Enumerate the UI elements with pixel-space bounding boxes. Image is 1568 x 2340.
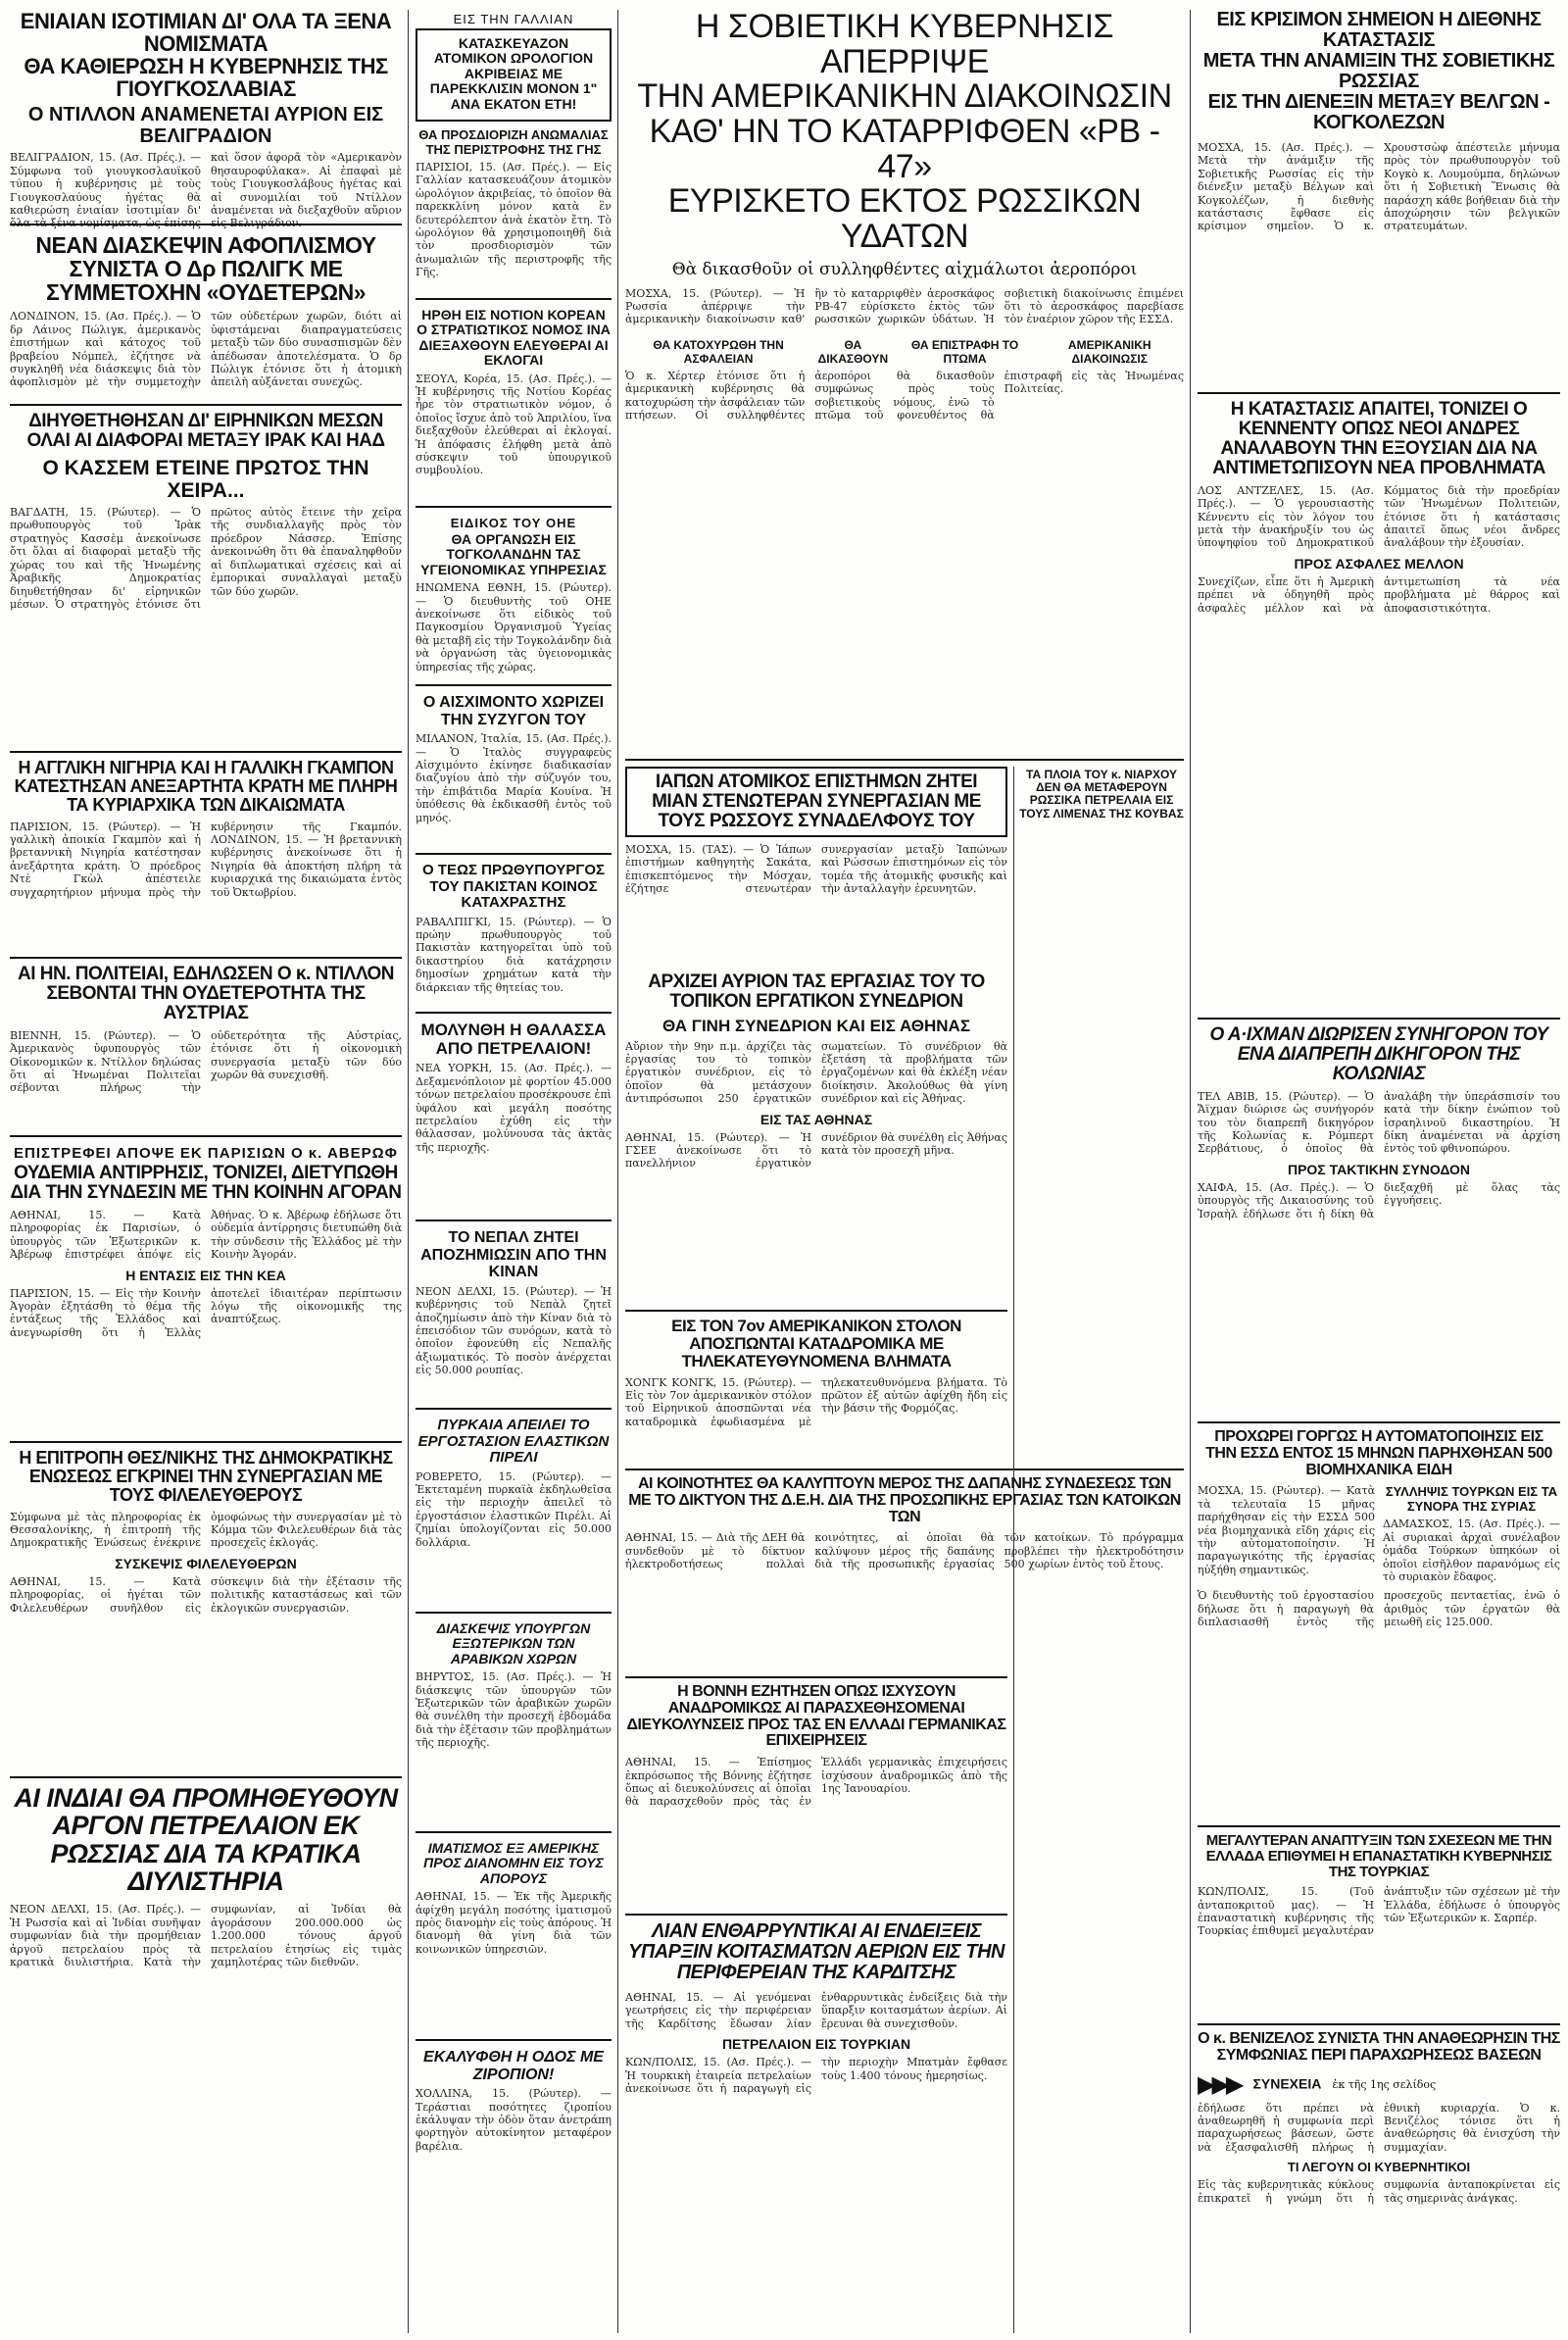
continued-arrows-icon: ▶▶▶ (1198, 2069, 1241, 2098)
section-subheading: ΘΑ ΚΑΤΟΧΥΡΩΘΗ ΤΗΝ ΑΣΦΑΛΕΙΑΝ (653, 337, 784, 366)
section-subheading: ΘΑ ΕΠΙΣΤΡΑΦΗ ΤΟ ΠΤΩΜΑ (910, 337, 1019, 366)
column-divider (408, 10, 409, 2333)
headline: Η ΑΓΓΛΙΚΗ ΝΙΓΗΡΙΑ ΚΑΙ Η ΓΑΛΛΙΚΗ ΓΚΑΜΠΟΝ ΚΑΤΕΣΤΗΣΑΝ ΑΝΕΞΑΡΤΗΤΑ ΚΡΑΤΗ ΜΕ ΠΛΗΡΗ ΤΑ ΚΥΡΙΑΡΧΙΚΑ ΤΩΝ ΔΙΚΑΙΩΜΑΤΑ (14, 758, 398, 815)
headline: ΑΙ ΚΟΙΝΟΤΗΤΕΣ ΘΑ ΚΑΛΥΠΤΟΥΝ ΜΕΡΟΣ ΤΗΣ ΔΑΠΑΝΗΣ ΣΥΝΔΕΣΕΩΣ ΤΩΝ ΜΕ ΤΟ ΔΙΚΤΥΟΝ ΤΗΣ Δ.Ε.Η. ΔΙΑ ΤΗΣ ΠΡΟΣΩΠΙΚΗΣ ΕΡΓΑΣΙΑΣ ΤΩΝ ΚΑΤΟΙΚΩΝ ΤΩΝ (628, 1475, 1181, 1525)
headline-box (416, 28, 612, 122)
divider (1198, 1018, 1560, 1020)
article-body: ΚΩΝ/ΠΟΛΙΣ, 15. (Τοῦ ἀνταποκριτοῦ μας). — Ἡ ἐπαναστατικὴ κυβέρνησις τῆς Τουρκίας ἐπιθυμεῖ μεγαλυτέραν ἀνάπτυξιν τῶν σχέσεων μὲ τὴν Ἑλλάδα, ἐδήλωσε ὁ ὑπουργὸς τῶν Ἐξωτερικῶν κ. Σαρπέρ. (1198, 1885, 1560, 1938)
subheadline: ΘΑ ΓΙΝΗ ΣΥΝΕΔΡΙΟΝ ΚΑΙ ΕΙΣ ΑΘΗΝΑΣ (662, 1016, 971, 1035)
article-iraq-disputes (10, 412, 402, 747)
article-turkey-greece (1198, 1833, 1560, 2019)
headline: ΕΥΡΙΣΚΕΤΟ ΕΚΤΟΣ ΡΩΣΣΙΚΩΝ ΥΔΑΤΩΝ (667, 182, 1142, 256)
subheadline: Ο ΚΑΣΣΕΜ ΕΤΕΙΝΕ ΠΡΩΤΟΣ ΤΗΝ ΧΕΙΡΑ... (42, 456, 369, 502)
article-body: ΒΑΓΔΑΤΗ, 15. (Ρώυτερ). — Ὁ πρωθυπουργὸς τοῦ Ἰρὰκ στρατηγὸς Κασσὲμ ἀνεκοίνωσε ὅτι ὅλαι αἱ διαφοραὶ μεταξὺ τῆς χώρας του καὶ τῆς Ἡνωμένης Ἀραβικῆς Δημοκρατίας διηυθετήθησαν δι' εἰρηνικῶν μέσων. Ὁ στρατηγὸς ἐτόνισε ὅτι πρῶτος αὐτὸς ἔτεινε τὴν χεῖρα τῆς συνδιαλλαγῆς πρὸς τὸν πρόεδρον Νάσσερ. Ἐπίσης ἀνεκοινώθη ὅτι θὰ ἐπαναληφθοῦν αἱ διπλωματικαὶ σχέσεις καὶ αἱ ἐμπορικαὶ συναλλαγαὶ μεταξὺ τῶν δύο χωρῶν. (10, 506, 402, 611)
subheadline: ΘΑ ΠΡΟΣΔΙΟΡΙΖΗ ΑΝΩΜΑΛΙΑΣ ΤΗΣ ΠΕΡΙΣΤΡΟΦΗΣ ΤΗΣ ΓΗΣ (418, 126, 609, 157)
headline: ΘΑ ΟΡΓΑΝΩΣΗ ΕΙΣ ΤΟΓΚΟΛΑΝΔΗΝ ΤΑΣ ΥΓΕΙΟΝΟΜΙΚΑΣ ΥΠΗΡΕΣΙΑΣ (420, 531, 607, 577)
divider (625, 1676, 1007, 1678)
article-body: ΜΟΣΧΑ, 15. (Ρώυτερ). — Ἡ Ρωσσία ἀπέρριψε τὴν ἀμερικανικὴν διακοίνωσιν καθ' ἣν τὸ καταρριφθὲν ἀεροσκάφος ΡΒ-47 εὑρίσκετο ἐκτὸς τῶν ρωσσικῶν χωρικῶν ὑδάτων. Ἡ σοβιετικὴ διακοίνωσις ἐπιμένει ὅτι τὸ ἀεροσκάφος παρεβίασε τὸν ἐναέριον χῶρον τῆς ΕΣΣΔ. (625, 286, 1184, 326)
article-body: Εἰς τὰς κυβερνητικὰς κύκλους ἐπικρατεῖ ἡ γνώμη ὅτι ἡ συμφωνία ἀνταποκρίνεται εἰς τὰς σημερινὰς ἀνάγκας. (1198, 2178, 1560, 2205)
article-body: ΑΘΗΝΑΙ, 15. — Ἐπίσημος ἐκπρόσωπος τῆς Βόννης ἐζήτησε ὅπως αἱ διευκολύνσεις αἱ ὁποῖαι θὰ παρασχεθοῦν πρὸς τὰς ἐν Ἑλλάδι γερμανικὰς ἐπιχειρήσεις ἰσχύσουν ἀναδρομικῶς ἀπὸ τῆς 1ης Ἰανουαρίου. (625, 1756, 1007, 1809)
article-pakistan-pm (416, 861, 612, 1008)
article-body: ΡΑΒΑΛΠΙΓΚΙ, 15. (Ρώυτερ). — Ὁ πρώην πρωθυπουργὸς τοῦ Πακιστὰν κατηγορεῖται ὑπὸ τοῦ δικαστηρίου διὰ κατάχρησιν δημοσίων χρημάτων κατὰ τὴν διάρκειαν τῆς θητείας του. (416, 915, 612, 994)
continued-from: ἐκ τῆς 1ης σελίδος (1332, 2078, 1437, 2092)
section-subheading: ΣΥΛΛΗΨΙΣ ΤΟΥΡΚΩΝ ΕΙΣ ΤΑ ΣΥΝΟΡΑ ΤΗΣ ΣΥΡΙΑΣ (1385, 1484, 1558, 1515)
article-nepal-china (416, 1227, 612, 1404)
headline: Ο κ. ΒΕΝΙΖΕΛΟΣ ΣΥΝΙΣΤΑ ΤΗΝ ΑΝΑΘΕΩΡΗΣΙΝ ΤΗΣ ΣΥΜΦΩΝΙΑΣ ΠΕΡΙ ΠΑΡΑΧΩΡΗΣΕΩΣ ΒΑΣΕΩΝ (1198, 2030, 1560, 2064)
divider (1198, 1421, 1560, 1423)
divider (416, 298, 612, 300)
article-pirelli-fire (416, 1416, 612, 1608)
divider (625, 1469, 1184, 1470)
article-body: ΗΝΩΜΕΝΑ ΕΘΝΗ, 15. (Ρώυτερ). — Ὁ διευθυντὴς τοῦ ΟΗΕ ἀνεκοίνωσε ὅτι εἰδικὸς τοῦ Παγκοσμίου Ὀργανισμοῦ Ὑγείας θὰ μεταβῆ εἰς τὴν Τογκολάνδην διὰ νὰ ὀργανώση τὰς ὑγειονομικὰς ὑπηρεσίας τῆς χώρας. (416, 581, 612, 673)
divider (1198, 392, 1560, 394)
headline: Η ΒΟΝΝΗ ΕΖΗΤΗΣΕΝ ΟΠΩΣ ΙΣΧΥΣΟΥΝ ΑΝΑΔΡΟΜΙΚΩΣ ΑΙ ΠΑΡΑΣΧΕΘΗΣΟΜΕΝΑΙ ΔΙΕΥΚΟΛΥΝΣΕΙΣ ΠΡΟΣ ΤΑΣ ΕΝ ΕΛΛΑΔΙ ΓΕΡΜΑΝΙΚΑΣ ΕΠΙΧΕΙΡΗΣΕΙΣ (626, 1683, 1006, 1750)
divider (1198, 2023, 1560, 2025)
article-body: ΜΙΛΑΝΟΝ, Ἰταλία, 15. (Ασ. Πρές.). — Ὁ Ἰταλὸς συγγραφεὺς Αἰσχιμόντο ἐκίνησε διαδικασίαν διαζυγίου ἀπὸ τὴν σύζυγόν του, τὴν ἐπιβάτιδα Μαρία Κουίνα. Ἡ ὑπόθεσις θὰ ἐκδικασθῆ ἐντὸς τοῦ μηνός. (416, 732, 612, 824)
article-body: ἐδήλωσε ὅτι πρέπει νὰ ἀναθεωρηθῆ ἡ συμφωνία περὶ παραχωρήσεως βάσεων, ὥστε νὰ ἐξασφαλισθῆ πλήρως ἡ ἐθνικὴ κυριαρχία. Ὁ κ. Βενιζέλος τόνισε ὅτι ἡ ἀναθεώρησις θὰ ἐνισχύση τὴν συμμαχίαν. (1198, 2101, 1560, 2154)
section-subheading: ΠΕΤΡΕΛΑΙΟΝ ΕΙΣ ΤΟΥΡΚΙΑΝ (721, 2036, 911, 2053)
divider (10, 1776, 402, 1778)
section-subheading: ΕΙΣ ΤΑΣ ΑΘΗΝΑΣ (760, 1111, 873, 1127)
article-syrup-road (416, 2047, 612, 2331)
headline: ΔΙΗΥΘΕΤΗΘΗΣΑΝ ΔΙ' ΕΙΡΗΝΙΚΩΝ ΜΕΣΩΝ ΟΛΑΙ ΑΙ ΔΙΑΦΟΡΑΙ ΜΕΤΑΞΥ ΙΡΑΚ ΚΑΙ ΗΑΔ (26, 411, 385, 451)
article-japanese-scientist (625, 767, 1007, 963)
article-kennedy (1198, 400, 1560, 1013)
article-venizelos-bases (1198, 2031, 1560, 2333)
article-body: Ὁ κ. Χέρτερ ἐτόνισε ὅτι ἡ ἀμερικανικὴ κυβέρνησις θὰ κατοχυρώση τὴν ἀσφάλειαν τῶν πτήσεων. Οἱ συλληφθέντες ἀεροπόροι θὰ δικασθοῦν συμφώνως πρὸς τοὺς σοβιετικοὺς νόμους, ἐνῶ τὸ πτῶμα τοῦ φονευθέντος θὰ ἐπιστραφῆ εἰς τὰς Ἡνωμένας Πολιτείας. (625, 369, 1184, 422)
kicker: ΕΠΙΣΤΡΕΦΕΙ ΑΠΟΨΕ ΕΚ ΠΑΡΙΣΙΩΝ Ο κ. ΑΒΕΡΩΦ (14, 1145, 398, 1162)
article-body: ΜΟΣΧΑ, 15. (Ασ. Πρές.). — Μετὰ τὴν ἀνάμιξιν τῆς Σοβιετικῆς Ρωσσίας εἰς τὴν διένεξιν μεταξὺ Βέλγων καὶ Κογκολέζων, ἡ διεθνὴς κατάστασις ἔφθασε εἰς κρίσιμον σημεῖον. Ὁ κ. Χρουστσὼφ ἀπέστειλε μήνυμα πρὸς τὸν πρωθυπουργὸν τοῦ Κογκὸ κ. Λουμούμπα, δηλώνων ὅτι ἡ Σοβιετικὴ Ἕνωσις θὰ παράσχη κάθε βοήθειαν διὰ τὴν ἀποχώρησιν τῶν βελγικῶν στρατευμάτων. (1198, 141, 1560, 233)
article-body: ΒΕΛΙΓΡΑΔΙΟΝ, 15. (Ασ. Πρές.). — Σύμφωνα τοῦ γιουγκοσλαυϊκοῦ τύπου ἡ κυβέρνησις μὲ τοὺς Γιουγκοσλαύους ἡγέτας θὰ καθιερώση ἑνιαίαν ἰσοτιμίαν δι' ὅλα τὰ ξένα νομίσματα, ὡς ἐπίσης καὶ ὅσον ἀφορᾶ τὸν «Αμερικανὸν θησαυροφύλακα». Αἱ ἐπαφαὶ μὲ τοὺς Γιουγκοσλάβους ἡγέτας καὶ αἱ συνομιλίαι τοῦ Ντίλλον ἀναμένεται νὰ διεξαχθοῦν αὔριον εἰς Βελιγράδιον. (10, 151, 402, 230)
headline: ΤΟ ΝΕΠΑΛ ΖΗΤΕΙ ΑΠΟΖΗΜΙΩΣΙΝ ΑΠΟ ΤΗΝ ΚΙΝΑΝ (420, 1229, 607, 1281)
article-body: ΧΟΝΓΚ ΚΟΝΓΚ, 15. (Ρώυτερ). — Εἰς τὸν 7ον ἀμερικανικὸν στόλον τοῦ Εἰρηνικοῦ ἀποσπῶνται νέα καταδρομικὰ ἐφωδιασμένα μὲ τηλεκατευθυνόμενα βλήματα. Τὸ πρῶτον ἐξ αὐτῶν ἀφίχθη ἤδη εἰς τὴν βάσιν τῆς Φορμόζας. (625, 1375, 1007, 1428)
divider (416, 506, 612, 508)
article-body: ΑΘΗΝΑΙ, 15. — Κατὰ πληροφορίας ἐκ Παρισίων, ὁ ὑπουργὸς τῶν Ἐξωτερικῶν κ. Ἀβέρωφ ἐπιστρέφει ἀπόψε εἰς Ἀθήνας. Ὁ κ. Ἀβέρωφ ἐδήλωσε ὅτι οὐδεμία ἀντίρρησις διετυπώθη διὰ τὴν σύνδεσιν τῆς Ἑλλάδος μὲ τὴν Κοινὴν Ἀγοράν. (10, 1208, 402, 1262)
section-subheading: ΠΡΟΣ ΤΑΚΤΙΚΗΝ ΣΥΝΟΔΟΝ (1287, 1161, 1471, 1177)
article-dei-communities (625, 1476, 1184, 1672)
section-subheading: ΑΜΕΡΙΚΑΝΙΚΗ ΔΙΑΚΟΙΝΩΣΙΣ (1067, 337, 1152, 366)
article-body: ΧΑΙΦΑ, 15. (Ασ. Πρές.). — Ὁ ὑπουργὸς τῆς Δικαιοσύνης τοῦ Ἰσραὴλ ἐδήλωσε ὅτι ἡ δίκη θὰ διεξαχθῆ μὲ ὅλας τὰς ἐγγυήσεις. (1198, 1180, 1560, 1220)
headline: ΜΕΓΑΛΥΤΕΡΑΝ ΑΝΑΠΤΥΞΙΝ ΤΩΝ ΣΧΕΣΕΩΝ ΜΕ ΤΗΝ ΕΛΛΑΔΑ ΕΠΙΘΥΜΕΙ Η ΕΠΑΝΑΣΤΑΤΙΚΗ ΚΥΒΕΡΝΗΣΙΣ ΤΗΣ ΤΟΥΡΚΙΑΣ (1205, 1832, 1552, 1880)
divider (10, 751, 402, 753)
divider (1198, 1825, 1560, 1827)
article-body: ΜΟΣΧΑ, 15. (ΤΑΣ). — Ὁ Ἰάπων ἐπιστήμων καθηγητὴς Σακάτα, ἐπισκεπτόμενος τὴν Μόσχαν, ἐζήτησε στενωτέραν συνεργασίαν μεταξὺ Ἰαπώνων καὶ Ρώσσων ἐπιστημόνων εἰς τὸν τομέα τῆς ἀτομικῆς φυσικῆς καὶ τὴν ἀνταλλαγὴν ἐρευνητῶν. (625, 842, 1007, 896)
headline: ΠΥΡΚΑΙΑ ΑΠΕΙΛΕΙ ΤΟ ΕΡΓΟΣΤΑΣΙΟΝ ΕΛΑΣΤΙΚΩΝ ΠΙΡΕΛΙ (417, 1417, 610, 1466)
headline: ΟΥΔΕΜΙΑ ΑΝΤΙΡΡΗΣΙΣ, ΤΟΝΙΖΕΙ, ΔΙΕΤΥΠΩΘΗ ΔΙΑ ΤΗΝ ΣΥΝΔΕΣΙΝ ΜΕ ΤΗΝ ΚΟΙΝΗΝ ΑΓΟΡΑΝ (10, 1163, 402, 1203)
article-body: ΑΘΗΝΑΙ, 15. (Ρώυτερ). — Ἡ ΓΣΕΕ ἀνεκοίνωσε ὅτι τὸ πανελλήνιον ἐργατικὸν συνέδριον θὰ συνέλθη εἰς Ἀθήνας κατὰ τὸν προσεχῆ μῆνα. (625, 1130, 1007, 1170)
column-divider (1013, 767, 1014, 2333)
divider (416, 2039, 612, 2041)
divider (10, 404, 402, 406)
divider (416, 1408, 612, 1410)
headline: ΚΑΤΑΣΚΕΥΑΖΟΝ ΑΤΟΜΙΚΟΝ ΩΡΟΛΟΓΙΟΝ ΑΚΡΙΒΕΙΑΣ ΜΕ ΠΑΡΕΚΚΛΙΣΙΝ ΜΟΝΟΝ 1" ΑΝΑ ΕΚΑΤΟΝ ΕΤΗ! (429, 35, 598, 112)
section-subheading: Η ΕΝΤΑΣΙΣ ΕΙΣ ΤΗΝ ΚΕΑ (125, 1267, 286, 1283)
article-body: ΜΟΣΧΑ, 15. (Ρώυτερ). — Κατὰ τὰ τελευταῖα 15 μῆνας παρήχθησαν εἰς τὴν ΕΣΣΔ 500 νέα βιομηχανικὰ εἴδη χάρις εἰς τὴν αὐτοματοποίησιν. Ἡ παραγωγικότης τῆς ἐργασίας ηὐξήθη σημαντικῶς. (1198, 1484, 1375, 1576)
article-dillon-austria (10, 965, 402, 1131)
article-body: ΠΑΡΙΣΙΟΝ, 15. — Εἰς τὴν Κοινὴν Ἀγορὰν ἐξητάσθη τὸ θέμα τῆς ἐντάξεως τῆς Ἑλλάδος καὶ ἀνεγνωρίσθη ὅτι ἡ Ἑλλὰς ἀποτελεῖ ἰδιαιτέραν περίπτωσιν λόγω τῆς οἰκονομικῆς της ἀναπτύξεως. (10, 1286, 402, 1339)
divider (625, 1310, 1007, 1312)
kicker: ΕΙΔΙΚΟΣ ΤΟΥ ΟΗΕ (450, 516, 577, 530)
article-body: ΛΟΝΔΙΝΟΝ, 15. (Ασ. Πρές.). — Ὁ δρ Λάινος Πώλιγκ, ἀμερικανὸς ἐπιστήμων καὶ κάτοχος τοῦ βραβείου Νόμπελ, ἐζήτησε νὰ συγκληθῆ νέα διάσκεψις διὰ τὸν ἀφοπλισμὸν μὲ τὴν συμμετοχὴν τῶν οὐδετέρων χωρῶν, διότι αἱ ὑφιστάμεναι διαπραγματεύσεις μεταξὺ τῶν δύο συνασπισμῶν δὲν ἀπέδωσαν ἀποτελέσματα. Ὁ δρ Πώλιγκ ἐτόνισε ὅτι ἡ ἀτομικὴ ἀπειλὴ αὐξάνεται συνεχῶς. (10, 310, 402, 389)
headline: ΑΙ ΗΝ. ΠΟΛΙΤΕΙΑΙ, ΕΔΗΛΩΣΕΝ Ο κ. ΝΤΙΛΛΟΝ ΣΕΒΟΝΤΑΙ ΤΗΝ ΟΥΔΕΤΕΡΟΤΗΤΑ ΤΗΣ ΑΥΣΤΡΙΑΣ (17, 964, 395, 1023)
article-body: ΧΟΛΛΙΝΑ, 15. (Ρώυτερ). — Τεράστιαι ποσότητες ζιροπίου ἐκάλυψαν τὴν ὁδὸν ὅταν ἀνετράπη φορτηγὸν αὐτοκίνητον μεταφέρον βαρέλια. (416, 2087, 612, 2153)
article-body: ΚΩΝ/ΠΟΛΙΣ, 15. (Ασ. Πρές.). — Ἡ τουρκικὴ ἑταιρεία πετρελαίων ἀνεκοίνωσε ὅτι ἡ παραγωγὴ εἰς τὴν περιοχὴν Μπατμὰν ἔφθασε τοὺς 1.400 τόνους ἡμερησίως. (625, 2056, 1007, 2096)
headline: Η ΚΑΤΑΣΤΑΣΙΣ ΑΠΑΙΤΕΙ, ΤΟΝΙΖΕΙ Ο ΚΕΝΝΕΝΤΥ ΟΠΩΣ ΝΕΟΙ ΑΝΔΡΕΣ ΑΝΑΛΑΒΟΥΝ ΤΗΝ ΕΞΟΥΣΙΑΝ ΔΙΑ ΝΑ ΑΝΤΙΜΕΤΩΠΙΣΟΥΝ ΝΕΑ ΠΡΟΒΛΗΜΑΤΑ (1212, 399, 1545, 478)
article-body: ΠΑΡΙΣΙΟΙ, 15. (Ασ. Πρές.). — Εἰς Γαλλίαν κατασκευάζουν ἀτομικὸν ὡρολόγιον ἀκριβείας, τὸ ὁποῖον θὰ παρεκκλίνη μόνον κατὰ ἓν δευτερόλεπτον ἀνὰ ἑκατὸν ἔτη. Τὸ ὡρολόγιον θὰ χρησιμοποιηθῆ διὰ τὸν προσδιορισμὸν τῶν ἀνωμαλιῶν τῆς περιστροφῆς τῆς Γῆς. (416, 160, 612, 279)
article-korea-martial-law (416, 306, 612, 502)
divider (416, 1612, 612, 1614)
headline: ΕΚΑΛΥΦΘΗ Η ΟΔΟΣ ΜΕ ΖΙΡΟΠΙΟΝ! (423, 2049, 604, 2083)
article-body: Σύμφωνα μὲ τὰς πληροφορίας ἐκ Θεσσαλονίκης, ἡ ἐπιτροπὴ τῆς Δημοκρατικῆς Ἑνώσεως ἐνέκρινε ὁμοφώνως τὴν συνεργασίαν μὲ τὸ Κόμμα τῶν Φιλελευθέρων διὰ τὰς προσεχεῖς ἐκλογάς. (10, 1510, 402, 1550)
headline: Ο Α·ΙΧΜΑΝ ΔΙΩΡΙΣΕΝ ΣΥΝΗΓΟΡΟΝ ΤΟΥ ΕΝΑ ΔΙΑΠΡΕΠΗ ΔΙΚΗΓΟΡΟΝ ΤΗΣ ΚΟΛΩΝΙΑΣ (1209, 1024, 1548, 1084)
section-subheading: ΤΙ ΛΕΓΟΥΝ ΟΙ ΚΥΒΕΡΝΗΤΙΚΟΙ (1287, 2160, 1471, 2175)
article-body: ΒΙΕΝΝΗ, 15. (Ρώυτερ). — Ὁ Ἀμερικανὸς ὑφυπουργὸς τῶν Οἰκονομικῶν κ. Ντίλλον δηλώσας ὅτι αἱ Ἡνωμέναι Πολιτεῖαι σέβονται πλήρως τὴν οὐδετερότητα τῆς Αὐστρίας, ἐτόνισε ὅτι ἡ οἰκονομικὴ συνεργασία μεταξὺ τῶν δύο χωρῶν θὰ συνεχισθῆ. (10, 1028, 402, 1095)
headline: ΠΡΟΧΩΡΕΙ ΓΟΡΓΩΣ Η ΑΥΤΟΜΑΤΟΠΟΙΗΣΙΣ ΕΙΣ ΤΗΝ ΕΣΣΔ ΕΝΤΟΣ 15 ΜΗΝΩΝ ΠΑΡΗΧΘΗΣΑΝ 500 ΒΙΟΜΗΧΑΝΙΚΑ ΕΙΔΗ (1205, 1428, 1552, 1478)
article-body: ΒΗΡΥΤΟΣ, 15. (Ασ. Πρές.). — Ἡ διάσκεψις τῶν ὑπουργῶν τῶν Ἐξωτερικῶν τῶν ἀραβικῶν χωρῶν θὰ συνέλθη τὴν προσεχῆ ἑβδομάδα διὰ τὴν ἐξέτασιν τῶν προβλημάτων τῆς περιοχῆς. (416, 1670, 612, 1750)
headline: ΕΙΣ ΚΡΙΣΙΜΟΝ ΣΗΜΕΙΟΝ Η ΔΙΕΘΝΗΣ ΚΑΤΑΣΤΑΣΙΣ (1216, 9, 1542, 51)
article-democratic-union (10, 1449, 402, 1772)
article-body: ΔΑΜΑΣΚΟΣ, 15. (Ασ. Πρές.). — Αἱ συριακαὶ ἀρχαὶ συνέλαβον ὁμάδα Τούρκων ὑπηκόων οἱ ὁποῖοι εἰσῆλθον παρανόμως εἰς τὸ συριακὸν ἔδαφος. (1383, 1518, 1560, 1584)
article-body: ΑΘΗΝΑΙ, 15. — Κατὰ πληροφορίας, οἱ ἡγέται τῶν Φιλελευθέρων συνῆλθον εἰς σύσκεψιν διὰ τὴν ἐξέτασιν τῆς πολιτικῆς καταστάσεως καὶ τῶν ἐκλογικῶν συνεργασιῶν. (10, 1574, 402, 1615)
article-nixon-petroleum (1019, 767, 1184, 904)
article-congo-crisis (1198, 10, 1560, 387)
kicker: ΕΙΣ ΤΗΝ ΓΑΛΛΙΑΝ (453, 12, 574, 26)
article-pauling-disarmament (10, 233, 402, 400)
divider (416, 1220, 612, 1221)
section-subheading: ΠΡΟΣ ΑΣΦΑΛΕΣ ΜΕΛΛΟΝ (1294, 555, 1464, 572)
article-nigeria-gabon (10, 759, 402, 953)
article-atomic-clock (416, 10, 612, 294)
headline: ΜΟΛΥΝΘΗ Η ΘΑΛΑΣΣΑ ΑΠΟ ΠΕΤΡΕΛΑΙΟΝ! (420, 1021, 607, 1058)
headline: ΘΑ ΚΑΘΙΕΡΩΣΗ Η ΚΥΒΕΡΝΗΣΙΣ ΤΗΣ ΓΙΟΥΓΚΟΣΛΑΒΙΑΣ (24, 54, 388, 102)
headline: ΛΙΑΝ ΕΝΘΑΡΡΥΝΤΙΚΑΙ ΑΙ ΕΝΔΕΙΞΕΙΣ ΥΠΑΡΞΙΝ ΚΟΙΤΑΣΜΑΤΩΝ ΑΕΡΙΩΝ ΕΙΣ ΤΗΝ ΠΕΡΙΦΕΡΕΙΑΝ ΤΗΣ ΚΑΡΔΙΤΣΗΣ (628, 1920, 1004, 1983)
divider (416, 1012, 612, 1014)
headline: Η ΕΠΙΤΡΟΠΗ ΘΕΣ/ΝΙΚΗΣ ΤΗΣ ΔΗΜΟΚΡΑΤΙΚΗΣ ΕΝΩΣΕΩΣ ΕΓΚΡΙΝΕΙ ΤΗΝ ΣΥΝΕΡΓΑΣΙΑΝ ΜΕ ΤΟΥΣ ΦΙΛΕΛΕΥΘΕΡΟΥΣ (19, 1448, 393, 1505)
article-india-oil (10, 1784, 402, 2333)
section-subheading: ΘΑ ΔΙΚΑΣΘΟΥΝ (817, 337, 889, 366)
headline: ΑΡΧΙΖΕΙ ΑΥΡΙΟΝ ΤΑΣ ΕΡΓΑΣΙΑΣ ΤΟΥ ΤΟ ΤΟΠΙΚΟΝ ΕΡΓΑΤΙΚΟΝ ΣΥΝΕΔΡΙΟΝ (648, 971, 985, 1012)
divider (10, 1135, 402, 1137)
divider (416, 853, 612, 855)
headline: Ο ΑΙΣΧΙΜΟΝΤΟ ΧΩΡΙΖΕΙ ΤΗΝ ΣΥΖΥΓΟΝ ΤΟΥ (422, 694, 605, 728)
headline: ΤΑ ΠΛΟΙΑ ΤΟΥ κ. ΝΙΑΡΧΟΥ ΔΕΝ ΘΑ ΜΕΤΑΦΕΡΟΥΝ ΡΩΣΣΙΚΑ ΠΕΤΡΕΛΑΙΑ ΕΙΣ ΤΟΥΣ ΛΙΜΕΝΑΣ ΤΗΣ ΚΟΥΒΑΣ (1019, 768, 1184, 821)
headline: ΗΡΘΗ ΕΙΣ ΝΟΤΙΟΝ ΚΟΡΕΑΝ Ο ΣΤΡΑΤΙΩΤΙΚΟΣ ΝΟΜΟΣ ΙΝΑ ΔΙΕΞΑΧΘΟΥΝ ΕΛΕΥΘΕΡΑΙ ΑΙ ΕΚΛΟΓΑΙ (416, 307, 611, 369)
article-karditsa-gas (625, 1921, 1007, 2333)
subheadline: Θὰ δικασθοῦν οἱ συλληφθέντες αἰχμάλωτοι ἀεροπόροι (671, 259, 1138, 279)
continued-label: ΣΥΝΕΧΕΙΑ (1252, 2075, 1322, 2092)
headline: ΔΙΑΣΚΕΨΙΣ ΥΠΟΥΡΓΩΝ ΕΞΩΤΕΡΙΚΩΝ ΤΩΝ ΑΡΑΒΙΚΩΝ ΧΩΡΩΝ (436, 1620, 591, 1667)
column-divider (1190, 10, 1191, 2333)
headline: ΝΕΑΝ ΔΙΑΣΚΕΨΙΝ ΑΦΟΠΛΙΣΜΟΥ ΣΥΝΙΣΤΑ Ο Δρ ΠΩΛΙΓΚ ΜΕ ΣΥΜΜΕΤΟΧΗΝ «ΟΥΔΕΤΕΡΩΝ» (35, 232, 376, 306)
article-soviet-rb47 (625, 10, 1184, 755)
article-ussr-automation (1198, 1429, 1560, 1821)
headline: Ο ΤΕΩΣ ΠΡΩΘΥΠΟΥΡΓΟΣ ΤΟΥ ΠΑΚΙΣΤΑΝ ΚΟΙΝΟΣ ΚΑΤΑΧΡΑΣΤΗΣ (421, 862, 606, 911)
article-body: ΣΕΟΥΛ, Κορέα, 15. (Ασ. Πρές.). — Ἡ κυβέρνησις τῆς Νοτίου Κορέας ἦρε τὸν στρατιωτικὸν νόμον, ὁ ὁποῖος ἴσχυε ἀπὸ τοῦ Ἀπριλίου, ἵνα διεξαχθοῦν ἐλεύθεραι αἱ ἐκλογαί. Ἡ ἀπόφασις ἐλήφθη μετὰ ἀπὸ σύσκεψιν τοῦ ὑπουργικοῦ συμβουλίου. (416, 372, 612, 477)
article-body: ΛΟΣ ΑΝΤΖΕΛΕΣ, 15. (Ασ. Πρές.). — Ὁ γερουσιαστὴς Κέννεντυ εἰς τὸν λόγον του μετὰ τὴν ἀνακήρυξίν του ὡς ὑποψηφίου τοῦ Δημοκρατικοῦ Κόμματος διὰ τὴν προεδρίαν τῶν Ἡνωμένων Πολιτειῶν, ἐτόνισε ὅτι ἡ κατάστασις ἀπαιτεῖ ὅπως νέοι ἄνδρες ἀναλάβουν τὴν ἐξουσίαν. (1198, 483, 1560, 550)
article-body: Αὔριον τὴν 9ην π.μ. ἀρχίζει τὰς ἐργασίας του τὸ τοπικὸν ἐργατικὸν συνέδριον, εἰς τὸ ὁποῖον θὰ μετάσχουν ἀντιπρόσωποι 250 ἐργατικῶν σωματείων. Τὸ συνέδριον θὰ ἐξετάση τὰ προβλήματα τῶν ἐργαζομένων καὶ θὰ ἐκλέξη νέαν διοίκησιν. Ἀκολούθως θὰ γίνη συνέδριον καὶ εἰς Ἀθήνας. (625, 1039, 1007, 1106)
article-seventh-fleet (625, 1318, 1007, 1465)
article-arab-ministers (416, 1619, 612, 1827)
headline: ΚΑΘ' ΗΝ ΤΟ ΚΑΤΑΡΡΙΦΘΕΝ «ΡΒ - 47» (649, 113, 1160, 185)
headline: ΕΝΙΑΙΑΝ ΙΣΟΤΙΜΙΑΝ ΔΙ' ΟΛΑ ΤΑ ΞΕΝΑ ΝΟΜΙΣΜΑΤΑ (20, 9, 392, 57)
article-clothing-aid (416, 1839, 612, 2035)
column-divider (617, 10, 618, 2333)
divider (10, 1441, 402, 1443)
headline: ΤΗΝ ΑΜΕΡΙΚΑΝΙΚΗΝ ΔΙΑΚΟΙΝΩΣΙΝ (637, 77, 1172, 116)
headline-box (625, 767, 1007, 837)
article-un-expert (416, 514, 612, 680)
article-aischimonto (416, 692, 612, 849)
divider (416, 684, 612, 686)
article-body: ΠΑΡΙΣΙΟΝ, 15. (Ρώυτερ). — Ἡ γαλλικὴ ἀποικία Γκαμπὸν καὶ ἡ βρεταννικὴ Νιγηρία κατέστησαν ἀνεξάρτητα κράτη. Ὁ πρόεδρος Ντὲ Γκὼλ ἀπέστειλε συγχαρητήριον μήνυμα πρὸς τὴν κυβέρνησιν τῆς Γκαμπόν. ΛΟΝΔΙΝΟΝ, 15. — Ἡ βρεταννικὴ κυβέρνησις ἀνεκοίνωσε ὅτι ἡ Νιγηρία θὰ ἀποκτήση πλήρη τὰ κυριαρχικά της δικαιώματα ἐντὸς τοῦ Ὀκτωβρίου. (10, 820, 402, 899)
article-body: ΡΟΒΕΡΕΤΟ, 15. (Ρώυτερ). — Ἐκτεταμένη πυρκαϊὰ ἐκδηλωθεῖσα εἰς τὴν περιοχὴν ἀπειλεῖ τὸ ἐργοστάσιον ἐλαστικῶν Πιρέλι. Αἱ ζημίαι ὑπολογίζονται εἰς 50.000 δολλάρια. (416, 1469, 612, 1549)
article-body: ΑΘΗΝΑΙ, 15. — Ἐκ τῆς Ἀμερικῆς ἀφίχθη μεγάλη ποσότης ἱματισμοῦ πρὸς διανομὴν εἰς τοὺς ἀπόρους. Ἡ διανομὴ θὰ γίνη διὰ τῶν κοινωνικῶν ὑπηρεσιῶν. (416, 1890, 612, 1956)
article-averof-common-market (10, 1143, 402, 1437)
divider (625, 759, 1184, 761)
headline: ΕΙΣ ΤΟΝ 7ον ΑΜΕΡΙΚΑΝΙΚΟΝ ΣΤΟΛΟΝ ΑΠΟΣΠΩΝΤΑΙ ΚΑΤΑΔΡΟΜΙΚΑ ΜΕ ΤΗΛΕΚΑΤΕΥΘΥΝΟΜΕΝΑ ΒΛΗΜΑΤΑ (671, 1317, 961, 1370)
article-body: ΑΘΗΝΑΙ, 15. — Διὰ τῆς ΔΕΗ θὰ συνδεθοῦν μὲ τὸ δίκτυον ἠλεκτροδοτήσεως πολλαὶ κοινότητες, αἱ ὁποῖαι θὰ καλύψουν μέρος τῆς δαπάνης διὰ τῆς προσωπικῆς ἐργασίας τῶν κατοίκων. Τὸ πρόγραμμα προβλέπει τὴν ἠλεκτροδότησιν 500 χωρίων ἐντὸς τοῦ ἔτους. (625, 1531, 1184, 1571)
article-body: Ὁ διευθυντὴς τοῦ ἐργοστασίου δήλωσε ὅτι ἡ παραγωγὴ θὰ διπλασιασθῆ ἐντὸς τῆς προσεχοῦς πενταετίας, ἐνῶ ὁ ἀριθμὸς τῶν ἐργατῶν θὰ μειωθῆ εἰς 125.000. (1198, 1589, 1560, 1629)
divider (10, 224, 402, 225)
article-eichmann (1198, 1025, 1560, 1418)
headline: ΙΑΠΩΝ ΑΤΟΜΙΚΟΣ ΕΠΙΣΤΗΜΩΝ ΖΗΤΕΙ ΜΙΑΝ ΣΤΕΝΩΤΕΡΑΝ ΣΥΝΕΡΓΑΣΙΑΝ ΜΕ ΤΟΥΣ ΡΩΣΣΟΥΣ ΣΥΝΑΔΕΛΦΟΥΣ ΤΟΥ (652, 772, 981, 831)
article-yugoslavia-currency (10, 9, 402, 230)
subheadline: Ο ΝΤΙΛΛΟΝ ΑΝΑΜΕΝΕΤΑΙ ΑΥΡΙΟΝ ΕΙΣ ΒΕΛΙΓΡΑΔΙΟΝ (27, 104, 384, 148)
headline: ΙΜΑΤΙΣΜΟΣ ΕΞ ΑΜΕΡΙΚΗΣ ΠΡΟΣ ΔΙΑΝΟΜΗΝ ΕΙΣ ΤΟΥΣ ΑΠΟΡΟΥΣ (423, 1840, 604, 1886)
article-body: ΑΘΗΝΑΙ, 15. — Αἱ γενόμεναι γεωτρήσεις εἰς τὴν περιφέρειαν τῆς Καρδίτσης ἔδωσαν λίαν ἐνθαρρυντικὰς ἐνδείξεις διὰ τὴν ὕπαρξιν κοιτασμάτων ἀερίων. Αἱ ἔρευναι θὰ συνεχισθοῦν. (625, 1991, 1007, 2030)
article-body: ΝΕΟΝ ΔΕΛΧΙ, 15. (Ασ. Πρές.). — Ἡ Ρωσσία καὶ αἱ Ἰνδίαι συνῆψαν συμφωνίαν διὰ τὴν προμήθειαν ἀργοῦ πετρελαίου πρὸς τὰ κρατικὰ διυλιστήρια. Κατὰ τὴν συμφωνίαν, αἱ Ἰνδίαι θὰ ἀγοράσουν 200.000.000 ὡς 1.200.000 τόνους ἀργοῦ πετρελαίου ἐτησίως εἰς τιμὰς χαμηλοτέρας τῶν διεθνῶν. (10, 1903, 402, 1968)
article-oil-spill (416, 1020, 612, 1216)
headline: Η ΣΟΒΙΕΤΙΚΗ ΚΥΒΕΡΝΗΣΙΣ ΑΠΕΡΡΙΨΕ (695, 8, 1114, 80)
section-subheading: ΣΥΣΚΕΨΙΣ ΦΙΛΕΛΕΥΘΕΡΩΝ (115, 1555, 297, 1571)
article-body: ΝΕΟΝ ΔΕΛΧΙ, 15. (Ρώυτερ). — Ἡ κυβέρνησις τοῦ Νεπὰλ ζητεῖ ἀποζημίωσιν ἀπὸ τὴν Κίναν διὰ τὸ ἐπεισόδιον τῶν συνόρων, κατὰ τὸ ὁποῖον ἐφονεύθη εἷς Νεπαλῆς ἀξιωματικός. Τὸ ποσὸν ἀνέρχεται εἰς 50.000 ρουπίας. (416, 1284, 612, 1377)
article-labor-congress (625, 972, 1007, 1306)
article-body: ΤΕΛ ΑΒΙΒ, 15. (Ρώυτερ). — Ὁ Ἄϊχμαν διώρισε ὡς συνήγορόν του τὸν διαπρεπῆ δικηγόρον τῆς Κολωνίας κ. Ρόμπερτ Σερβάτιους, ὁ ὁποῖος θὰ ἀναλάβη τὴν ὑπεράσπισίν του κατὰ τὴν δίκην ἐνώπιον τοῦ ἰσραηλινοῦ δικαστηρίου. Ἡ δίκη ἀναμένεται νὰ ἀρχίση ἐντὸς τοῦ φθινοπώρου. (1198, 1089, 1560, 1156)
article-body: Συνεχίζων, εἶπε ὅτι ἡ Ἀμερικὴ πρέπει νὰ ὁδηγηθῆ πρὸς ἀσφαλὲς μέλλον καὶ νὰ ἀντιμετωπίση τὰ νέα προβλήματα μὲ θάρρος καὶ ἀποφασιστικότητα. (1198, 574, 1560, 615)
headline: ΕΙΣ ΤΗΝ ΔΙΕΝΕΞΙΝ ΜΕΤΑΞΥ ΒΕΛΓΩΝ - ΚΟΓΚΟΛΕΖΩΝ (1207, 91, 1550, 133)
headline: ΑΙ ΙΝΔΙΑΙ ΘΑ ΠΡΟΜΗΘΕΥΘΟΥΝ ΑΡΓΟΝ ΠΕΤΡΕΛΑΙΟΝ ΕΚ ΡΩΣΣΙΑΣ ΔΙΑ ΤΑ ΚΡΑΤΙΚΑ ΔΙΥΛΙΣΤΗΡΙΑ (14, 1783, 398, 1897)
divider (10, 957, 402, 959)
article-bonn-german-firms (625, 1684, 1007, 1910)
divider (625, 1914, 1007, 1916)
article-body: ΝΕΑ ΥΟΡΚΗ, 15. (Ασ. Πρές.). — Δεξαμενόπλοιον μὲ φορτίον 45.000 τόνων πετρελαίου προσέκρουσε ἐπὶ ὑφάλου καὶ μεγάλη ποσότης πετρελαίου ἐχύθη εἰς τὴν θάλασσαν, μολύνουσα τὰς ἀκτὰς τῆς περιοχῆς. (416, 1062, 612, 1154)
divider (416, 1831, 612, 1833)
headline: ΜΕΤΑ ΤΗΝ ΑΝΑΜΙΞΙΝ ΤΗΣ ΣΟΒΙΕΤΙΚΗΣ ΡΩΣΣΙΑΣ (1202, 50, 1555, 92)
